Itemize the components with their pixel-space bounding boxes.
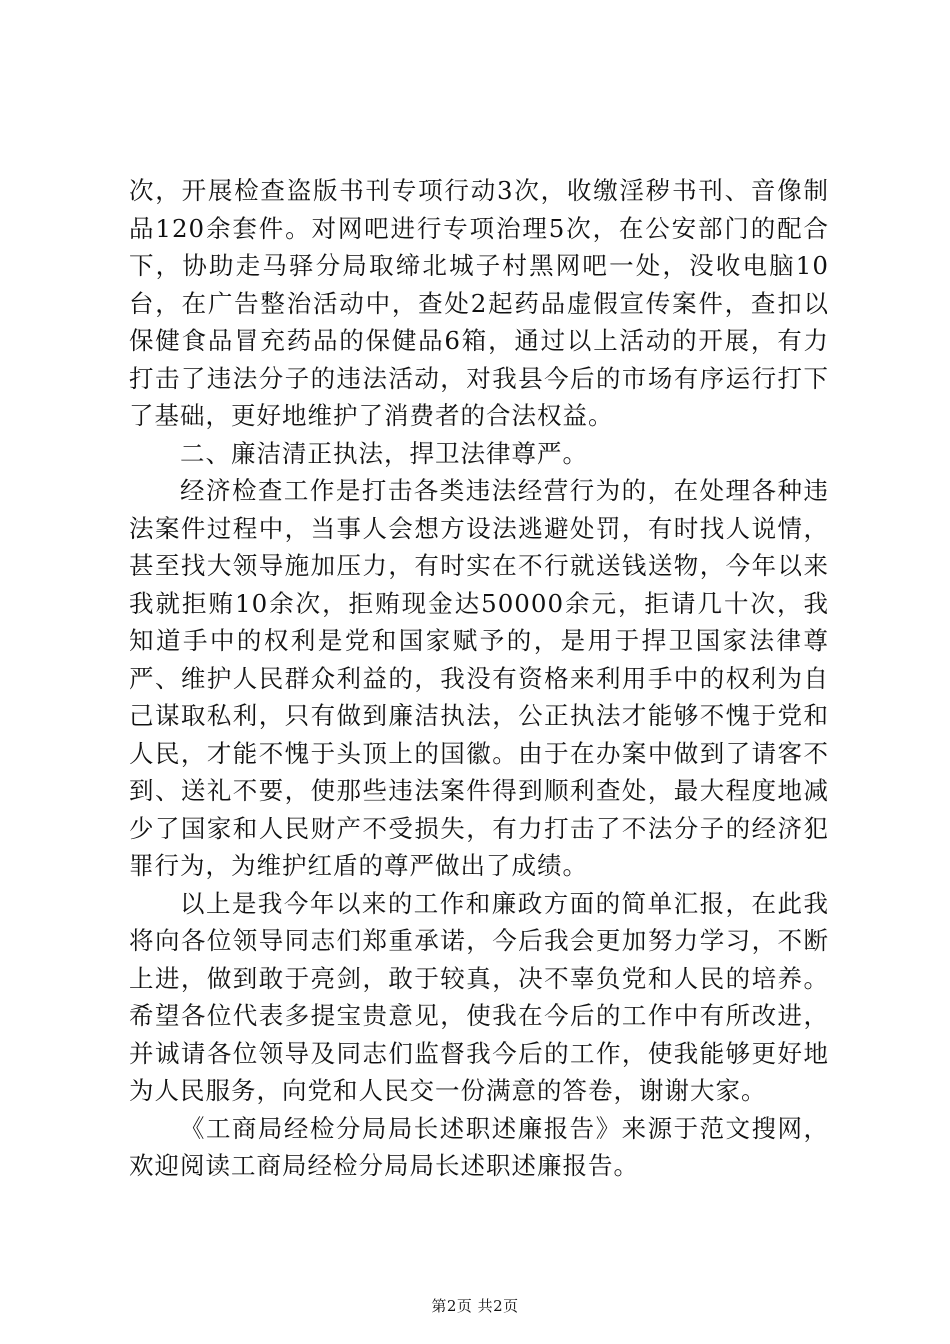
document-body (129, 172, 829, 1185)
section-heading: 二、廉洁清正执法，捍卫法律尊严。 (180, 438, 588, 468)
source-note: 《工商局经检分局局长述职述廉报告》来源于范文搜网，欢迎阅读工商局经检分局局长述职述廉报告。 (129, 1113, 829, 1180)
paragraph: 以上是我今年以来的工作和廉政方面的简单汇报，在此我将向各位领导同志们郑重承诺，今后我会更加努力学习，不断上进，做到敢于亮剑，敢于较真，决不辜负党和人民的培养。希望各位代表多提宝贵意见，使我在今后的工作中有所改进，并诚请各位领导及同志们监督我今后的工作，使我能够更好地为人民服务，向党和人民交一份满意的答卷，谢谢大家。 (129, 888, 829, 1105)
page-number-footer: 第2页 共2页 (431, 1297, 519, 1315)
paragraph-continuation: 次，开展检查盗版书刊专项行动3次，收缴淫秽书刊、音像制品120余套件。对网吧进行专项治理5次，在公安部门的配合下，协助走马驿分局取缔北城子村黑网吧一处，没收电脑10台，在广告整治活动中，查处2起药品虚假宣传案件，查扣以保健食品冒充药品的保健品6箱，通过以上活动的开展，有力打击了违法分子的违法活动，对我县今后的市场有序运行打下了基础，更好地维护了消费者的合法权益。 (129, 176, 829, 430)
paragraph: 经济检查工作是打击各类违法经营行为的，在处理各种违法案件过程中，当事人会想方设法逃避处罚，有时找人说情，甚至找大领导施加压力，有时实在不行就送钱送物，今年以来我就拒贿10余次，拒贿现金达50000余元，拒请几十次，我知道手中的权利是党和国家赋予的，是用于捍卫国家法律尊严、维护人民群众利益的，我没有资格来利用手中的权利为自己谋取私利，只有做到廉洁执法，公正执法才能够不愧于党和人民，才能不愧于头顶上的国徽。由于在办案中做到了请客不到、送礼不要，使那些违法案件得到顺利查处，最大程度地减少了国家和人民财产不受损失，有力打击了不法分子的经济犯罪行为，为维护红盾的尊严做出了成绩。 (129, 476, 829, 880)
